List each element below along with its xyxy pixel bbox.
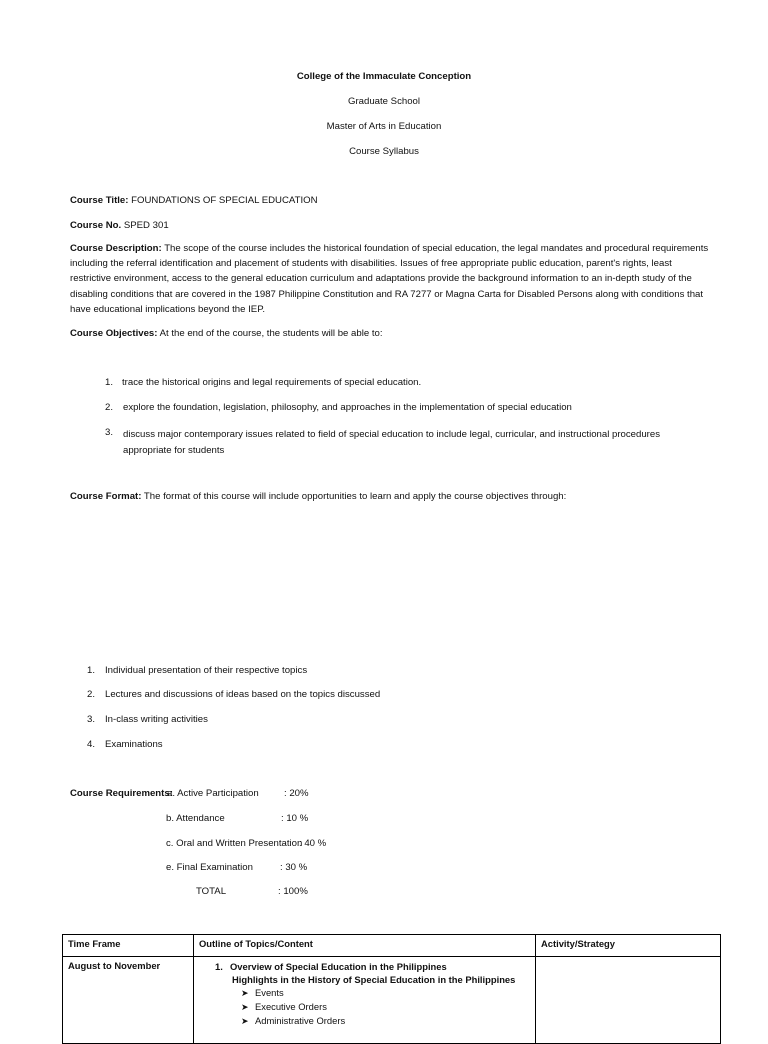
topics-cell	[194, 957, 536, 1044]
topic-subtitle: Highlights in the History of Special Education in the Philippines	[232, 974, 516, 985]
format-number: 3.	[87, 714, 96, 725]
course-objectives-text: At the end of the course, the students will be able to:	[157, 328, 383, 339]
requirement-value: : 10 %	[281, 813, 309, 824]
course-requirements-label: Course Requirements:	[70, 788, 173, 799]
subitem-text: Executive Orders	[255, 1001, 327, 1012]
course-format	[70, 491, 566, 502]
column-header-activity: Activity/Strategy	[536, 935, 721, 957]
format-text: In-class writing activities	[105, 714, 208, 725]
table-row	[63, 957, 721, 1044]
document-type: Course Syllabus	[349, 146, 419, 157]
activity-cell	[536, 957, 721, 1044]
requirement-name: a. Active Participation	[167, 788, 259, 799]
topic-title: Overview of Special Education in the Philippines	[230, 961, 447, 972]
requirement-total-label: TOTAL	[196, 886, 227, 897]
course-title-label: Course Title:	[70, 195, 129, 206]
topic-number: 1.	[215, 961, 223, 972]
subitem-text: Administrative Orders	[255, 1015, 346, 1026]
course-objectives	[70, 328, 383, 339]
requirement-name: c. Oral and Written Presentation	[166, 838, 303, 849]
requirement-value: : 40 %	[299, 838, 327, 849]
program-name: Master of Arts in Education	[326, 121, 442, 132]
arrow-bullet-icon: ➤	[241, 988, 249, 998]
column-header-topics: Outline of Topics/Content	[194, 935, 536, 957]
format-text: Examinations	[105, 739, 163, 750]
column-header-time-frame: Time Frame	[63, 935, 194, 957]
school-name: Graduate School	[348, 96, 420, 107]
course-format-text: The format of this course will include opportunities to learn and apply the course objectives through:	[141, 491, 567, 502]
list-item	[241, 986, 530, 1000]
objective-number: 2.	[105, 402, 114, 413]
requirement-name: e. Final Examination	[166, 862, 253, 873]
topic-heading	[215, 960, 530, 973]
course-description-label: Course Description:	[70, 243, 162, 254]
objective-text: discuss major contemporary issues related to field of special education to include legal, curricular, and instructional procedures appropriate for students	[123, 429, 660, 456]
arrow-bullet-icon: ➤	[241, 1002, 249, 1012]
subitem-text: Events	[255, 987, 284, 998]
requirement-value: : 20%	[284, 788, 309, 799]
course-description	[70, 241, 710, 317]
arrow-bullet-icon: ➤	[241, 1016, 249, 1026]
format-number: 4.	[87, 739, 96, 750]
course-format-label: Course Format:	[70, 491, 142, 502]
requirement-name: b. Attendance	[166, 813, 225, 824]
course-number-label: Course No.	[70, 220, 122, 231]
objective-number: 3.	[105, 427, 114, 438]
course-number	[70, 220, 169, 231]
format-text: Individual presentation of their respective topics	[105, 665, 308, 676]
objective-text: trace the historical origins and legal requirements of special education.	[122, 377, 422, 388]
objective-number: 1.	[105, 377, 114, 388]
objective-text: explore the foundation, legislation, philosophy, and approaches in the implementation of special education	[123, 402, 572, 413]
course-number-value: SPED 301	[121, 220, 169, 231]
requirement-total-value: : 100%	[278, 886, 308, 897]
requirement-value: : 30 %	[280, 862, 308, 873]
format-number: 1.	[87, 665, 96, 676]
format-number: 2.	[87, 689, 96, 700]
institution-name: College of the Immaculate Conception	[296, 71, 472, 82]
time-frame-cell: August to November	[63, 957, 194, 1044]
course-title	[70, 195, 318, 206]
list-item	[241, 1014, 530, 1028]
topic-block	[199, 960, 530, 1028]
course-objectives-label: Course Objectives:	[70, 328, 158, 339]
course-description-text: The scope of the course includes the historical foundation of special education, the legal mandates and procedural requirements including the referral identification and placement of students with disabilities. Issues of free appropriate public education, parent's rights, least restrictive environment, access to the general education curriculum and adaptations provide the background information to an in-depth study of the disabling conditions that are covered in the 1987 Philippine Constitution and RA 7277 or Magna Carta for Disabled Persons along with conditions that have educational implications beyond the IEP.	[70, 243, 709, 315]
list-item	[241, 1000, 530, 1014]
format-text: Lectures and discussions of ideas based on the topics discussed	[105, 689, 381, 700]
topic-subitems	[215, 986, 530, 1028]
course-title-value: FOUNDATIONS OF SPECIAL EDUCATION	[128, 195, 318, 206]
table-header-row	[63, 935, 721, 957]
syllabus-table	[62, 934, 721, 1044]
